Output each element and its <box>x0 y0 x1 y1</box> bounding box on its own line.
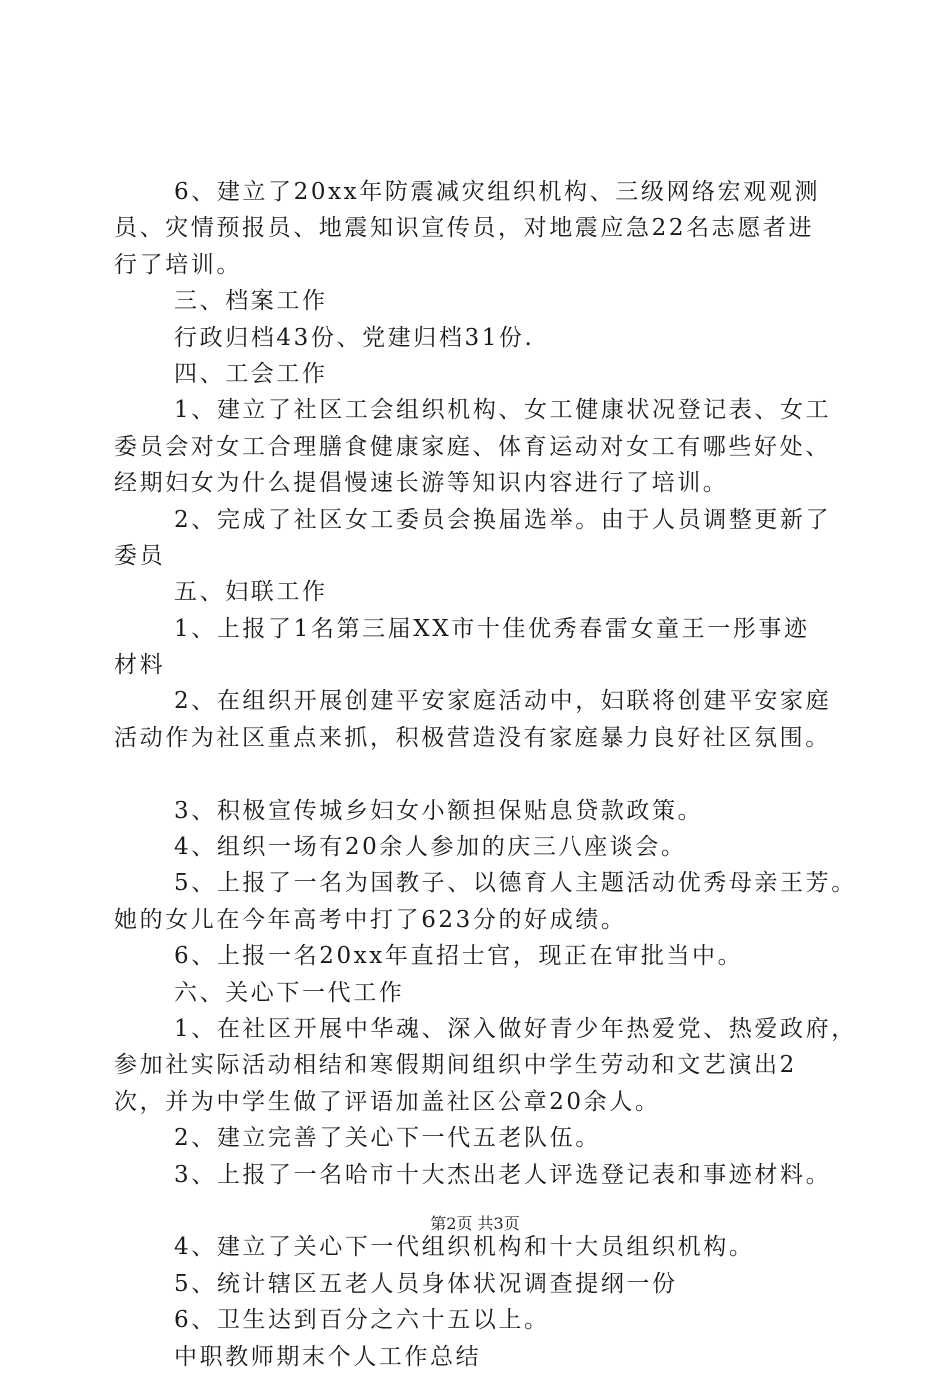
text-line: 委员会对女工合理膳食健康家庭、体育运动对女工有哪些好处、 <box>114 433 831 460</box>
text-line: 六、关心下一代工作 <box>174 979 405 1006</box>
text-line: 5、上报了一名为国教子、以德育人主题活动优秀母亲王芳。 <box>174 870 857 897</box>
text-line: 她的女儿在今年高考中打了623分的好成绩。 <box>114 906 627 933</box>
text-line: 1、建立了社区工会组织机构、女工健康状况登记表、女工 <box>174 397 832 424</box>
document-body <box>114 174 857 1375</box>
text-line: 2、在组织开展创建平安家庭活动中，妇联将创建平安家庭 <box>174 688 832 715</box>
text-line: 材料 <box>114 652 166 679</box>
text-line: 2、完成了社区女工委员会换届选举。由于人员调整更新了 <box>174 506 832 533</box>
page-number-footer: 第2页 共3页 <box>430 1214 520 1233</box>
text-line: 行了培训。 <box>114 251 242 278</box>
text-line: 五、妇联工作 <box>174 579 328 606</box>
text-line: 3、上报了一名哈市十大杰出老人评选登记表和事迹材料。 <box>174 1161 832 1188</box>
text-line: 参加社实际活动相结和寒假期间组织中学生劳动和文艺演出2 <box>114 1052 797 1079</box>
text-line: 6、上报一名20xx年直招士官，现正在审批当中。 <box>174 943 744 970</box>
text-line: 4、组织一场有20余人参加的庆三八座谈会。 <box>174 834 687 861</box>
text-line: 中职教师期末个人工作总结 <box>174 1343 482 1370</box>
text-line: 2、建立完善了关心下一代五老队伍。 <box>174 1125 601 1152</box>
text-line: 活动作为社区重点来抓，积极营造没有家庭暴力良好社区氛围。 <box>114 724 831 751</box>
text-line: 行政归档43份、党建归档31份. <box>174 324 535 351</box>
text-line: 3、积极宣传城乡妇女小额担保贴息贷款政策。 <box>174 797 704 824</box>
text-line: 经期妇女为什么提倡慢速长游等知识内容进行了培训。 <box>114 470 729 497</box>
text-line: 四、工会工作 <box>174 360 328 387</box>
text-line: 员、灾情预报员、地震知识宣传员，对地震应急22名志愿者进 <box>114 215 815 242</box>
blank-line <box>114 756 852 792</box>
text-line: 次，并为中学生做了评语加盖社区公章20余人。 <box>114 1088 661 1115</box>
text-line: 6、卫生达到百分之六十五以上。 <box>174 1307 550 1334</box>
text-line: 1、在社区开展中华魂、深入做好青少年热爱党、热爱政府， <box>174 1015 857 1042</box>
text-line: 1、上报了1名第三届XX市十佳优秀春雷女童王一彤事迹 <box>174 615 810 642</box>
text-line: 三、档案工作 <box>174 288 328 315</box>
text-line: 5、统计辖区五老人员身体状况调查提纲一份 <box>174 1270 678 1297</box>
text-line: 4、建立了关心下一代组织机构和十大员组织机构。 <box>174 1234 755 1261</box>
text-line: 6、建立了20xx年防震减灾组织机构、三级网络宏观观测 <box>174 179 821 205</box>
text-line: 委员 <box>114 542 166 569</box>
